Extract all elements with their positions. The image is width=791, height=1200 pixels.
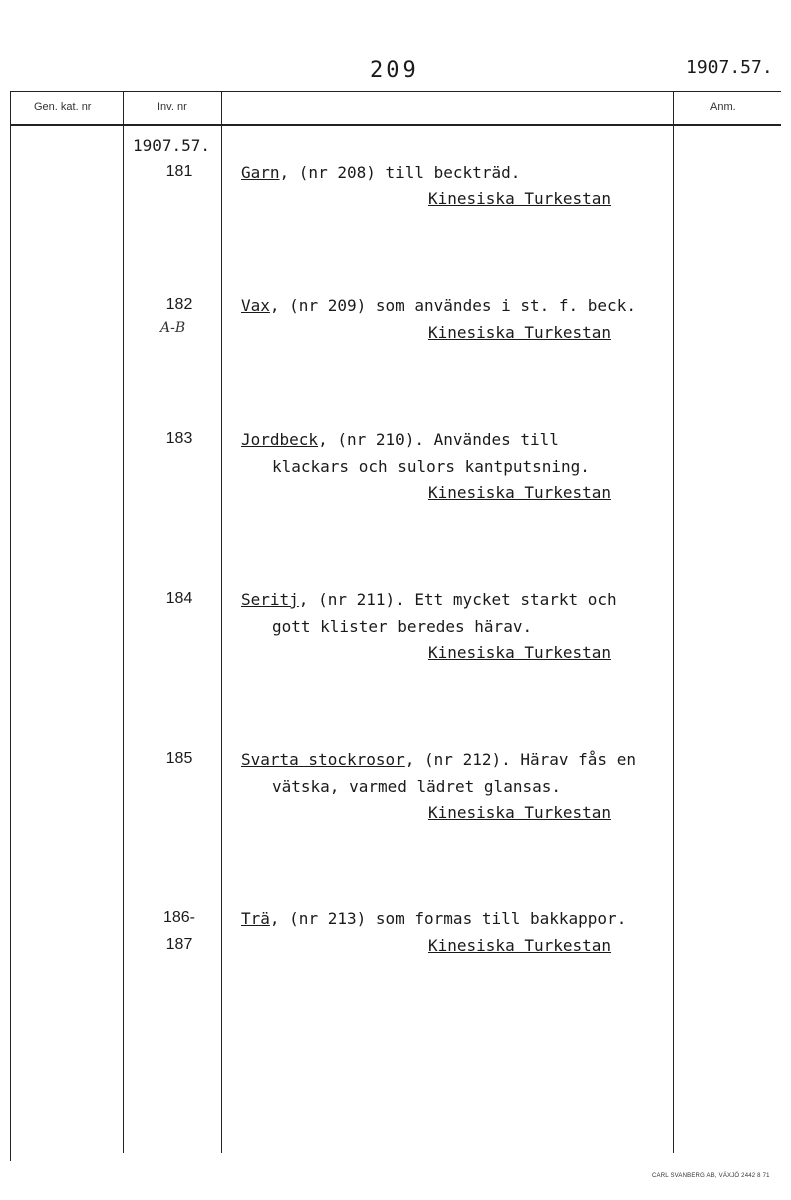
column-divider-gen-inv: [123, 91, 124, 1153]
inventory-number: 184: [165, 590, 193, 607]
description-continuation: gott klister beredes härav.: [272, 617, 533, 636]
region-name: Kinesiska Turkestan: [428, 189, 612, 208]
description-continuation: klackars och sulors kantputsning.: [272, 457, 590, 476]
header-top-rule: [10, 91, 781, 92]
description-text: , (nr 210). Användes till: [318, 430, 559, 449]
object-term: Jordbeck: [241, 430, 319, 449]
column-header-gen-kat-nr: Gen. kat. nr: [34, 101, 92, 113]
inventory-number: 183: [165, 430, 193, 447]
region-name: Kinesiska Turkestan: [428, 323, 612, 342]
column-header-inv-nr: Inv. nr: [157, 101, 187, 113]
entry-description: [241, 296, 636, 315]
column-divider-desc-anm: [673, 91, 674, 1153]
printer-imprint: CARL SVANBERG AB, VÄXJÖ 2442 8 71: [652, 1173, 770, 1179]
catalog-number: 1907.57.: [686, 57, 773, 78]
description-text: , (nr 212). Härav fås en: [404, 750, 636, 769]
object-term: Vax: [241, 296, 270, 315]
description-text: , (nr 209) som användes i st. f. beck.: [269, 296, 636, 315]
region-name: Kinesiska Turkestan: [428, 483, 612, 502]
object-term: Trä: [241, 909, 270, 928]
object-term: Garn: [241, 163, 280, 182]
region-name: Kinesiska Turkestan: [428, 643, 612, 662]
column-divider-inv-desc: [221, 91, 222, 1153]
description-text: , (nr 213) som formas till bakkappor.: [269, 909, 627, 928]
handwritten-note: A-B: [160, 320, 186, 336]
inventory-number: 182: [165, 296, 193, 313]
inventory-number: 185: [165, 750, 193, 767]
entry-description: [241, 163, 520, 182]
inventory-number-second: 187: [165, 936, 193, 953]
entry-description: [241, 750, 636, 769]
description-continuation: vätska, varmed lädret glansas.: [272, 777, 561, 796]
header-bottom-rule: [10, 124, 781, 126]
region-name: Kinesiska Turkestan: [428, 803, 612, 822]
page-number: 209: [370, 58, 419, 83]
description-text: , (nr 208) till beckträd.: [279, 163, 521, 182]
object-term: Svarta stockrosor: [241, 750, 405, 769]
inventory-number: 186-: [162, 909, 196, 926]
column-header-anm: Anm.: [710, 101, 736, 113]
inventory-year: 1907.57.: [133, 136, 211, 155]
inventory-number: 181: [165, 163, 193, 180]
left-border: [10, 91, 11, 1161]
entry-description: [241, 909, 626, 928]
region-name: Kinesiska Turkestan: [428, 936, 612, 955]
description-text: , (nr 211). Ett mycket starkt och: [298, 590, 617, 609]
object-term: Seritj: [241, 590, 299, 609]
entry-description: [241, 430, 559, 449]
entry-description: [241, 590, 617, 609]
